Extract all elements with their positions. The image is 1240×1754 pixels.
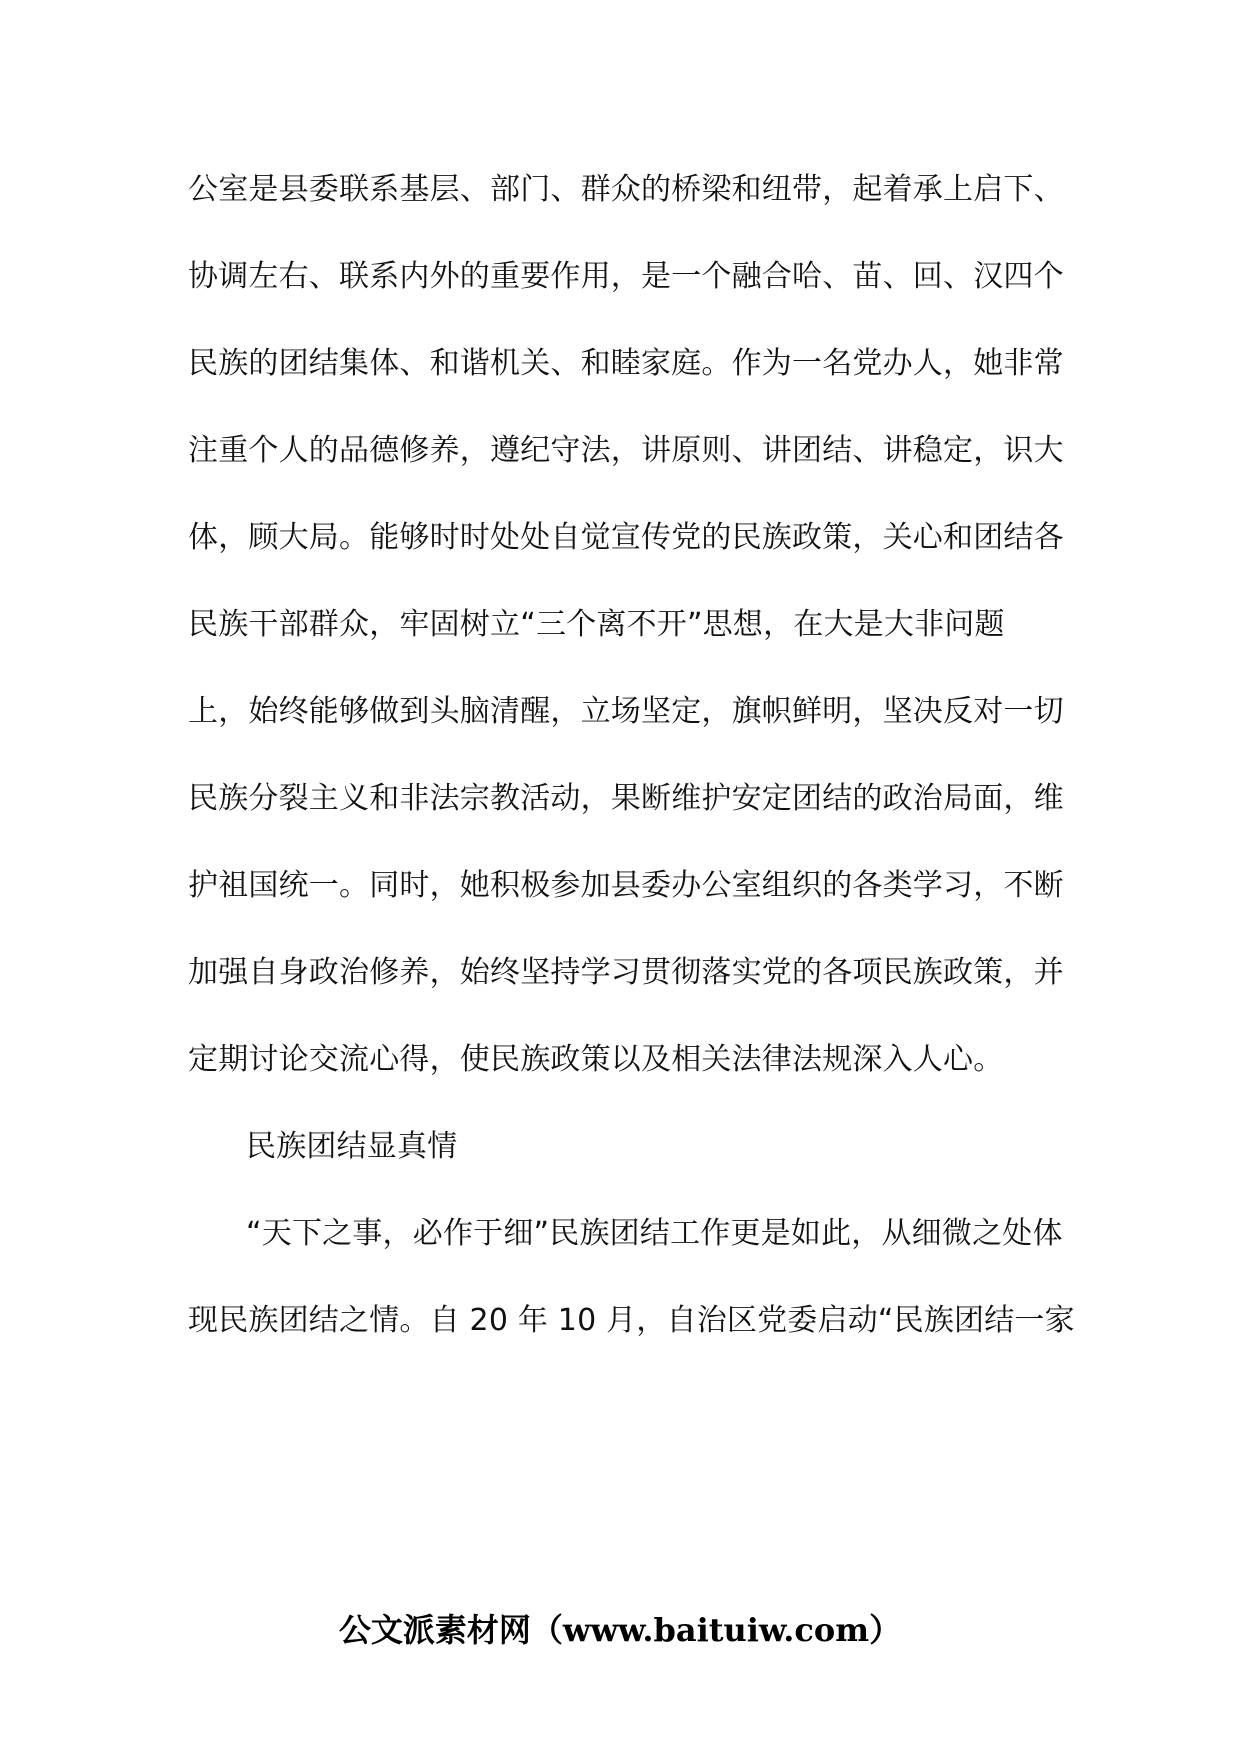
- body-text-line: 民族分裂主义和非法宗教活动，果断维护安定团结的政治局面，维: [188, 781, 1064, 816]
- body-text-line: 注重个人的品德修养，遵纪守法，讲原则、讲团结、讲稳定，识大: [188, 433, 1064, 468]
- body-text-line: “天下之事，必作于细”民族团结工作更是如此，从细微之处体: [246, 1216, 1063, 1251]
- body-text-line: 民族的团结集体、和谐机关、和睦家庭。作为一名党办人，她非常: [188, 346, 1064, 381]
- body-text-line: 协调左右、联系内外的重要作用，是一个融合哈、苗、回、汉四个: [188, 259, 1064, 294]
- body-text-line: 加强自身政治修养，始终坚持学习贯彻落实党的各项民族政策，并: [188, 955, 1064, 990]
- body-text-line: 体，顾大局。能够时时处处自觉宣传党的民族政策，关心和团结各: [188, 520, 1064, 555]
- body-text-line: 民族干部群众，牢固树立“三个离不开”思想，在大是大非问题: [188, 607, 1005, 642]
- body-text-line: 现民族团结之情。自 20 年 10 月，自治区党委启动“民族团结一家: [188, 1303, 1075, 1338]
- section-heading: 民族团结显真情: [246, 1129, 458, 1164]
- footer-watermark: 公文派素材网（www.baituiw.com）: [338, 1611, 902, 1649]
- body-text-line: 上，始终能够做到头脑清醒，立场坚定，旗帜鲜明，坚决反对一切: [188, 694, 1064, 729]
- body-text-line: 公室是县委联系基层、部门、群众的桥梁和纽带，起着承上启下、: [188, 172, 1064, 207]
- body-text-line: 护祖国统一。同时，她积极参加县委办公室组织的各类学习，不断: [188, 868, 1064, 903]
- body-text-line: 定期讨论交流心得，使民族政策以及相关法律法规深入人心。: [188, 1042, 1004, 1077]
